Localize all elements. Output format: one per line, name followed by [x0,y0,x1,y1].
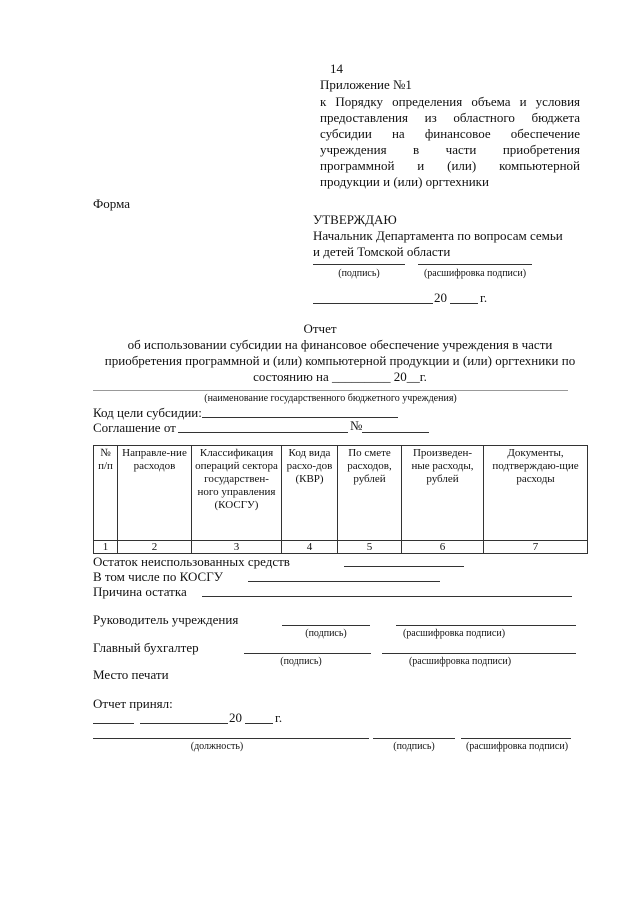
approval-position: и детей Томской области [313,244,451,259]
accepted-signature-line[interactable] [373,738,455,739]
accepted-date-year: 20 [229,710,242,725]
appendix-line: учреждения в части приобретения [320,142,580,157]
date-year-line [450,303,478,304]
appendix-line: предоставления из областного бюджета [320,110,580,125]
approval-heading: УТВЕРЖДАЮ [313,212,397,227]
appendix-line: продукции и (или) оргтехники [320,174,489,189]
unused-funds-label: Остаток неиспользованных средств [93,554,290,569]
accepted-label: Отчет принял: [93,696,173,711]
approval-date-suffix: г. [480,290,488,305]
table-header-cell: По смете расходов, рублей [338,446,402,541]
table-cell: 7 [484,541,588,554]
approval-position: Начальник Департамента по вопросам семьи [313,228,563,243]
head-decoding-line[interactable] [396,625,576,626]
seal-label: Место печати [93,667,169,682]
institution-line [93,390,568,391]
approval-date-year: 20 [434,290,447,305]
table-row [94,541,588,554]
goal-code-field[interactable] [202,417,398,418]
appendix-title: Приложение №1 [320,77,412,92]
table-header-row [94,446,588,541]
table-header-cell: № п/п [94,446,118,541]
appendix-line: к Порядку определения объема и условия [320,94,580,109]
accepted-day-field[interactable] [93,723,134,724]
report-title: Отчет [303,321,337,336]
reason-field[interactable] [202,596,572,597]
table-header-cell: Произведен-ные расходы, рублей [402,446,484,541]
signature-caption: (подпись) [305,628,347,639]
decoding-caption: (расшифровка подписи) [423,268,527,279]
report-subtitle: об использовании субсидии на финансовое обеспечение учреждения в части [127,337,553,352]
accountant-label: Главный бухгалтер [93,640,199,655]
decoding-caption: (расшифровка подписи) [465,741,569,752]
table-cell: 1 [94,541,118,554]
accepted-month-field[interactable] [140,723,228,724]
signature-caption: (подпись) [338,268,380,279]
signature-line [313,264,405,265]
table-header-cell: Направле-ние расходов [118,446,192,541]
table-cell: 3 [192,541,282,554]
page-number: 14 [330,61,343,76]
institution-caption: (наименование государственного бюджетного учреждения) [204,393,457,404]
signature-caption: (подпись) [393,741,435,752]
date-line [313,303,433,304]
table-cell: 2 [118,541,192,554]
head-label: Руководитель учреждения [93,612,239,627]
agreement-label: Соглашение от [93,420,176,435]
accepted-decoding-line[interactable] [461,738,571,739]
table-cell: 6 [402,541,484,554]
table-cell: 4 [282,541,338,554]
kosgu-label: В том числе по КОСГУ [93,569,223,584]
goal-code-label: Код цели субсидии: [93,405,202,420]
unused-funds-field[interactable] [344,566,464,567]
accepted-position-line[interactable] [93,738,369,739]
accountant-signature-line[interactable] [244,653,371,654]
agreement-date-field[interactable] [178,432,348,433]
table-header-cell: Документы, подтверждаю-щие расходы [484,446,588,541]
reason-label: Причина остатка [93,584,187,599]
table-header-cell: Код вида расхо-дов (КВР) [282,446,338,541]
accepted-year-field[interactable] [245,723,273,724]
table-cell: 5 [338,541,402,554]
position-caption: (должность) [190,741,244,752]
form-label: Форма [93,196,130,211]
signature-caption: (подпись) [280,656,322,667]
report-subtitle: приобретения программной и (или) компьютерной продукции и (или) оргтехники по [104,353,576,368]
appendix-line: программной и (или) компьютерной [320,158,580,173]
head-signature-line[interactable] [282,625,370,626]
appendix-line: субсидии на финансовое обеспечение [320,126,580,141]
agreement-number-field[interactable] [362,432,429,433]
accepted-date-suffix: г. [275,710,283,725]
table-header-cell: Классификация операций сектора государствен-ного управления (КОСГУ) [192,446,282,541]
expenses-table [93,445,588,554]
decoding-line [418,264,532,265]
agreement-number-label: № [350,418,363,433]
kosgu-field[interactable] [248,581,440,582]
decoding-caption: (расшифровка подписи) [408,656,512,667]
accountant-decoding-line[interactable] [382,653,576,654]
report-subtitle: состоянию на _________ 20__г. [253,369,427,384]
decoding-caption: (расшифровка подписи) [402,628,506,639]
